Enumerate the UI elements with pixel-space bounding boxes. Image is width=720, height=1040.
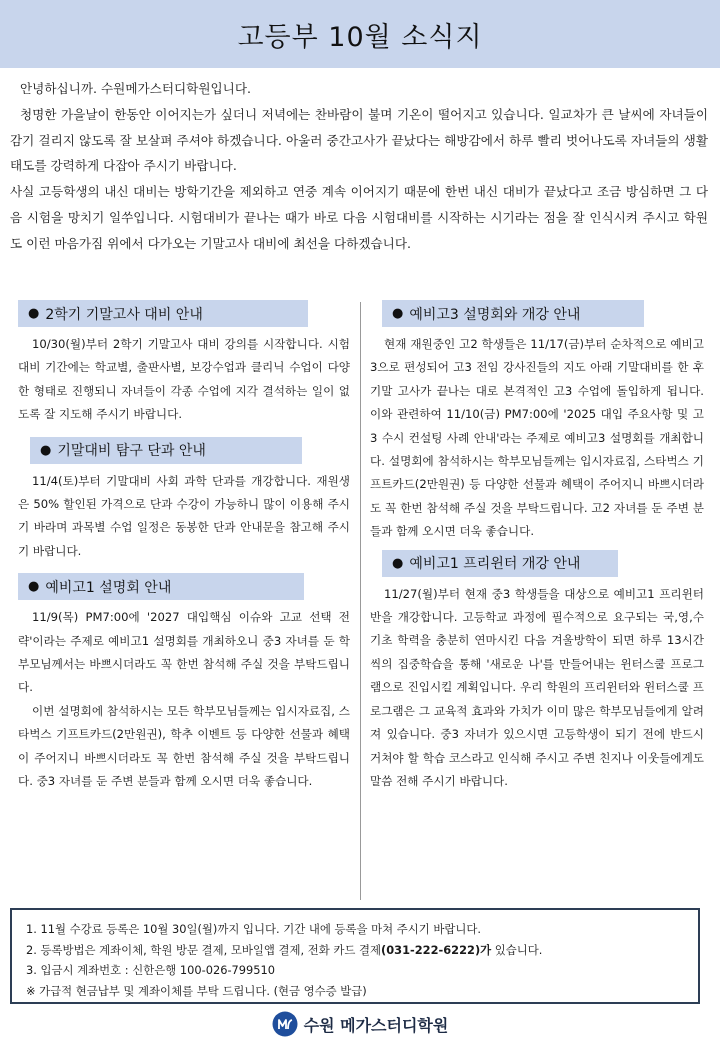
section-header-pre-high3 — [382, 300, 644, 327]
notice-line-4: ※ 가급적 현금납부 및 계좌이체를 부탁 드립니다. (현금 영수증 발급) — [26, 983, 367, 998]
section-header-pre-high1 — [18, 573, 304, 600]
academy-logo — [0, 1011, 720, 1037]
section-title: 기말대비 탐구 단과 안내 — [57, 443, 206, 460]
section-text: 현재 재원중인 고2 학생들은 11/17(금)부터 순차적으로 예비고3으로 편성되어 고3 전임 강사진들의 지도 아래 기말대비를 한 후 기말 고사가 끝나는 대로 본격적인 고3 수업에 돌입하게 됩니다. 이와 관련하여 11/10(금) PM7:00에 '2025 대입 주요사항 및 고3 수시 컨설팅 사례 안내'라는 주제로 예비고3 설명회를 개최합니다. 설명회에 참석하시는 학부모님들께는 입시자료집, 스타벅스 기프트카드(2만원권) 등 다양한 선물과 혜택이 주어지니 바쁘시더라도 꼭 한번 참석해 주실 것을 부탁드립니다. 고2 자녀를 둔 주변 분들과 함께 오시면 더욱 좋습니다. — [370, 337, 704, 539]
section-body-inquiry — [18, 470, 350, 564]
intro-section — [10, 76, 708, 257]
section-body-pre-high3 — [370, 333, 704, 544]
intro-paragraph-1: 청명한 가을날이 한동안 이어지는가 싶더니 저녁에는 찬바람이 불며 기온이 떨어지고 있습니다. 일교차가 큰 날씨에 자녀들이 감기 걸리지 않도록 잘 보살펴 주셔야 하겠습니다. 아울러 중간고사가 끝났다는 해방감에서 하루 빨리 벗어나도록 자녀들의 생활 태도를 강력하게 다잡아 주시기 바랍니다. — [10, 106, 708, 174]
section-title: 예비고3 설명회와 개강 안내 — [409, 306, 581, 323]
bullet-icon: ● — [28, 579, 40, 595]
page-title: 고등부 10월 소식지 — [237, 21, 483, 53]
bullet-icon: ● — [40, 442, 52, 458]
intro-greeting: 안녕하십니까. 수원메가스터디학원입니다. — [20, 81, 251, 96]
title-bar — [0, 0, 720, 68]
column-divider — [360, 302, 361, 900]
section-title: 2학기 기말고사 대비 안내 — [45, 306, 203, 323]
right-column — [370, 300, 704, 793]
section-header-inquiry — [30, 437, 302, 464]
bullet-icon: ● — [392, 306, 404, 321]
section-body-final-exam — [18, 333, 350, 427]
notice-line-2-end: 있습니다. — [491, 942, 543, 957]
section-text: 11/4(토)부터 기말대비 사회 과학 단과를 개강합니다. 재원생은 50% 할인된 가격으로 단과 수강이 가능하니 많이 이용해 주시기 바라며 과목별 수업 일정은 동봉한 단과 안내문을 참고해 주시기 바랍니다. — [18, 473, 350, 558]
academy-name: 수원 메가스터디학원 — [303, 1015, 449, 1035]
section-header-final-exam — [18, 300, 308, 327]
phone-number: (031-222-6222)가 — [381, 942, 492, 957]
section-header-pre-high1-winter — [382, 550, 618, 577]
section-body-pre-high1 — [18, 606, 350, 793]
section-title: 예비고1 설명회 안내 — [45, 579, 172, 596]
bullet-icon: ● — [28, 306, 40, 321]
section-text-1: 11/9(목) PM7:00에 '2027 대입핵심 이슈와 고교 선택 전략'이라는 주제로 예비고1 설명회를 개최하오니 중3 자녀를 둔 학부모님께서는 바쁘시더라도 꼭 한번 참석해 주실 것을 부탁드립니다. — [18, 610, 350, 695]
notice-line-2 — [26, 940, 684, 961]
section-text: 10/30(월)부터 2학기 기말고사 대비 강의를 시작합니다. 시험대비 기간에는 학교별, 출판사별, 보강수업과 클리닉 수업이 다양한 형태로 진행되니 자녀들이 각종 수업에 지각 결석하는 일이 없도록 잘 지도해 주시기 바랍니다. — [18, 337, 350, 422]
payment-notice-box — [10, 908, 700, 1004]
section-text-2: 이번 설명회에 참석하시는 모든 학부모님들께는 입시자료집, 스타벅스 기프트카드(2만원권), 학추 이벤트 등 다양한 선물과 혜택이 주어지니 바쁘시더라도 꼭 한번 참석해 주실 것을 부탁드립니다. 중3 자녀를 둔 주변 분들과 함께 오시면 더욱 좋습니다. — [18, 703, 350, 789]
intro-paragraph-2: 사실 고등학생의 내신 대비는 방학기간을 제외하고 연중 계속 이어지기 때문에 한번 내신 대비가 끝났다고 조금 방심하면 그 다음 시험을 망치기 일쑤입니다. 시험대비가 끝나는 때가 바로 다음 시험대비를 시작하는 시기라는 점을 잘 인식시켜 주시고 학원도 이런 마음가짐 위에서 다가오는 기말고사 대비에 최선을 다하겠습니다. — [10, 184, 708, 251]
notice-line-1: 1. 11월 수강료 등록은 10월 30일(월)까지 입니다. 기간 내에 등록을 마쳐 주시기 바랍니다. — [26, 922, 482, 936]
notice-line-3: 3. 입금시 계좌번호 : 신한은행 100-026-799510 — [26, 963, 276, 978]
notice-line-2-text: 2. 등록방법은 계좌이체, 학원 방문 결제, 모바일앱 결제, 전화 카드 결제 — [26, 942, 382, 957]
megastudy-logo-icon — [272, 1011, 298, 1037]
section-title: 예비고1 프리윈터 개강 안내 — [409, 556, 581, 573]
bullet-icon: ● — [392, 555, 404, 571]
section-text: 11/27(월)부터 현재 중3 학생들을 대상으로 예비고1 프리윈터반을 개강합니다. 고등학교 과정에 필수적으로 요구되는 국,영,수 기초 학력을 충분히 연마시킨 다음 겨울방학이 되면 하루 13시간씩의 집중학습을 통해 '새로운 나'를 만들어내는 윈터스쿨 프로그램으로 진입시킬 계획입니다. 우리 학원의 프리윈터와 윈터스쿨 프로그램은 그 교육적 효과와 가치가 이미 많은 학부모님들에게 알려져 있습니다. 중3 자녀가 있으시면 고등학생이 되기 전에 반드시 거쳐야 할 학습 코스라고 인식해 주시고 주변 친지나 이웃들에게도 말씀 전해 주시기 바랍니다. — [370, 586, 704, 788]
section-body-pre-high1-winter — [370, 583, 704, 794]
left-column — [18, 300, 350, 794]
